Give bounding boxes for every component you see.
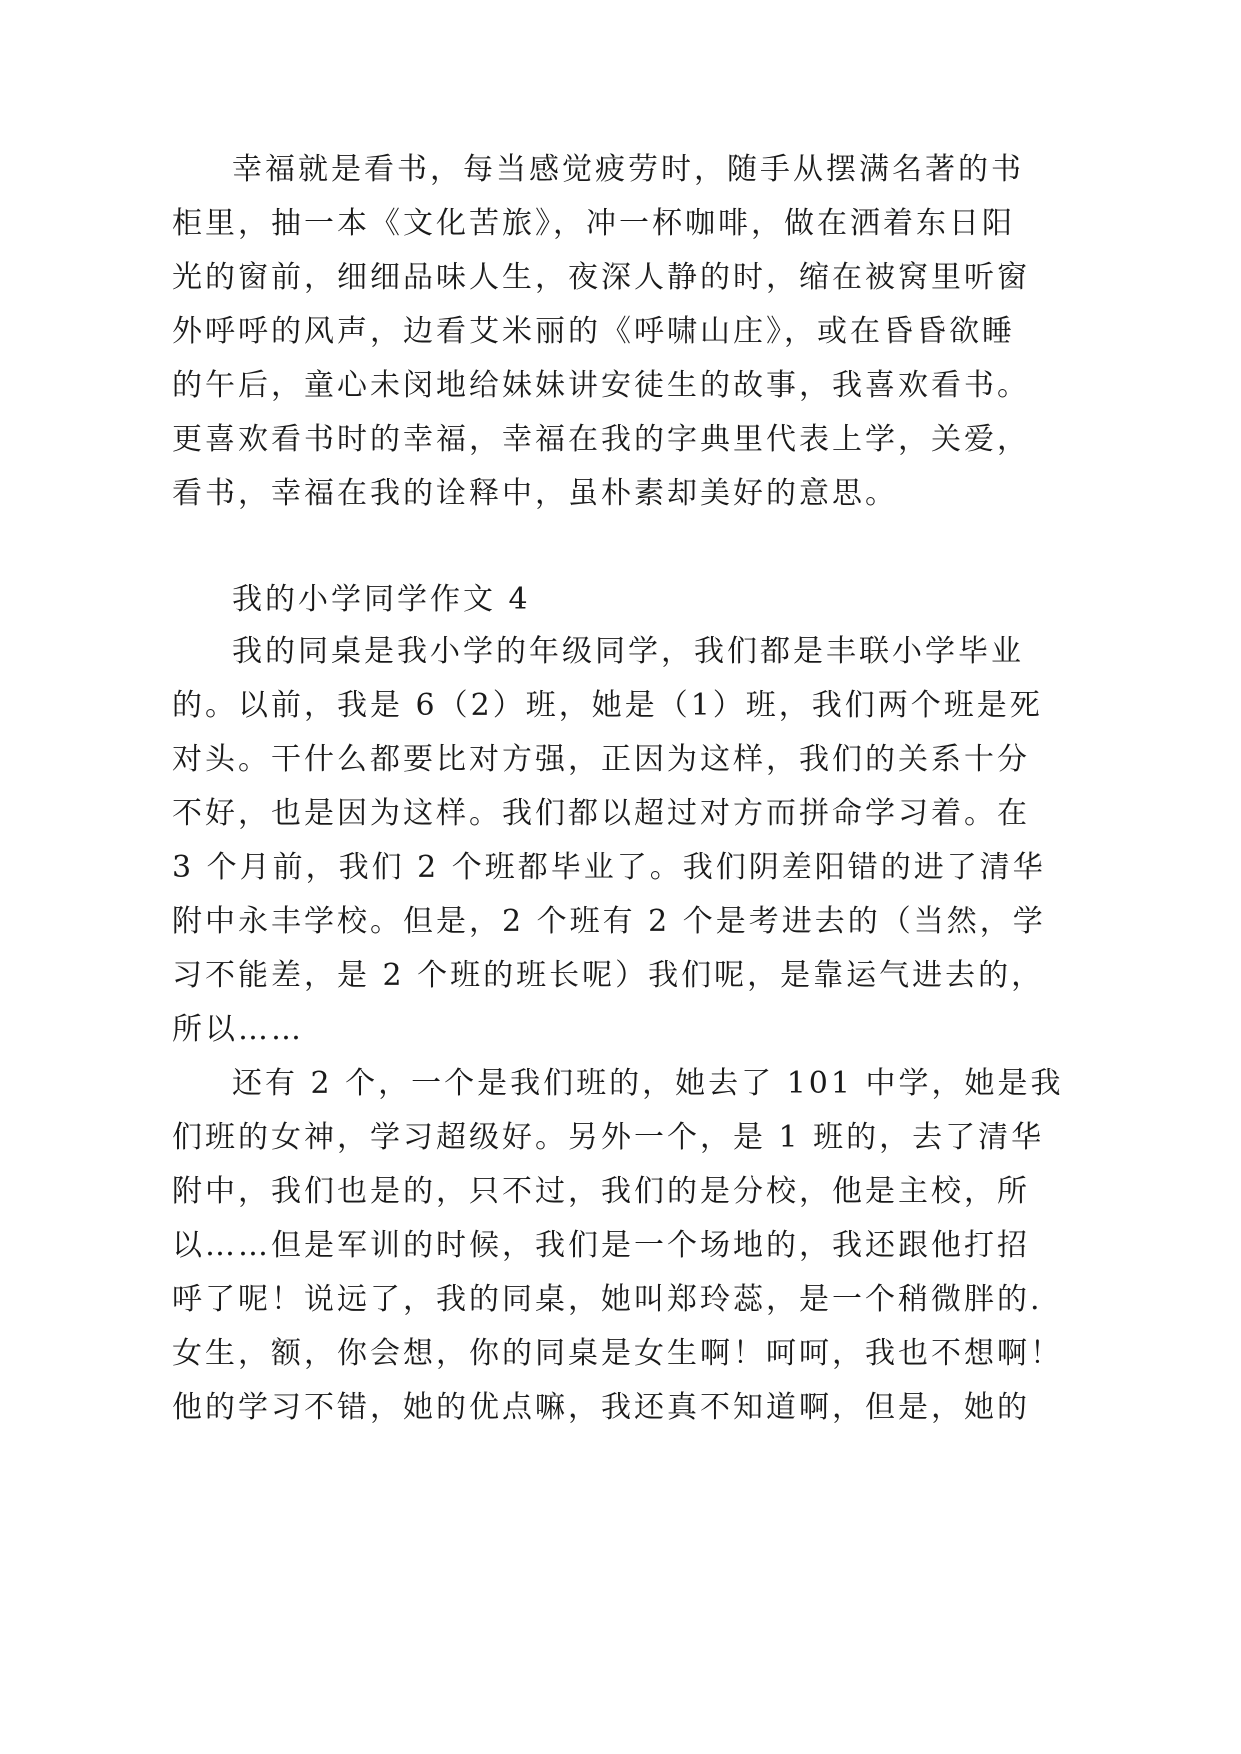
paragraph-line: 我的同桌是我小学的年级同学，我们都是丰联小学毕业 <box>232 634 1024 669</box>
paragraph-line: 们班的女神，学习超级好。另外一个，是 1 班的，去了清华 <box>172 1120 1045 1155</box>
paragraph-line: 女生，额，你会想，你的同桌是女生啊！呵呵，我也不想啊！ <box>172 1336 1063 1371</box>
paragraph-line: 习不能差，是 2 个班的班长呢）我们呢，是靠运气进去的， <box>172 958 1045 993</box>
paragraph-line: 呼了呢！说远了，我的同桌，她叫郑玲蕊，是一个稍微胖的. <box>172 1282 1043 1317</box>
paragraph-line: 附中永丰学校。但是，2 个班有 2 个是考进去的（当然，学 <box>172 904 1046 939</box>
paragraph-line: 对头。干什么都要比对方强，正因为这样，我们的关系十分 <box>172 742 1030 777</box>
paragraph-line: 的。以前，我是 6（2）班，她是（1）班，我们两个班是死 <box>172 688 1043 723</box>
paragraph-line: 3 个月前，我们 2 个班都毕业了。我们阴差阳错的进了清华 <box>172 850 1046 885</box>
paragraph-line: 所以…… <box>172 1012 304 1047</box>
paragraph-line: 他的学习不错，她的优点嘛，我还真不知道啊，但是，她的 <box>172 1390 1030 1425</box>
paragraph-line: 幸福就是看书，每当感觉疲劳时，随手从摆满名著的书 <box>232 152 1024 187</box>
paragraph-line: 光的窗前，细细品味人生，夜深人静的时，缩在被窝里听窗 <box>172 260 1030 295</box>
paragraph-line: 外呼呼的风声，边看艾米丽的《呼啸山庄》，或在昏昏欲睡 <box>172 314 1015 349</box>
paragraph-line: 的午后，童心未闵地给妹妹讲安徒生的故事，我喜欢看书。 <box>172 368 1030 403</box>
paragraph-line: 更喜欢看书时的幸福，幸福在我的字典里代表上学，关爱， <box>172 422 1030 457</box>
paragraph-line: 附中，我们也是的，只不过，我们的是分校，他是主校，所 <box>172 1174 1030 1209</box>
paragraph-line: 还有 2 个，一个是我们班的，她去了 101 中学，她是我 <box>232 1066 1064 1101</box>
paragraph-line: 以……但是军训的时候，我们是一个场地的，我还跟他打招 <box>172 1228 1030 1263</box>
paragraph-line: 柜里，抽一本《文化苦旅》，冲一杯咖啡，做在洒着东日阳 <box>172 206 1015 241</box>
paragraph-line: 不好，也是因为这样。我们都以超过对方而拼命学习着。在 <box>172 796 1030 831</box>
section-heading: 我的小学同学作文 4 <box>232 582 531 617</box>
paragraph-line: 看书，幸福在我的诠释中，虽朴素却美好的意思。 <box>172 476 898 511</box>
